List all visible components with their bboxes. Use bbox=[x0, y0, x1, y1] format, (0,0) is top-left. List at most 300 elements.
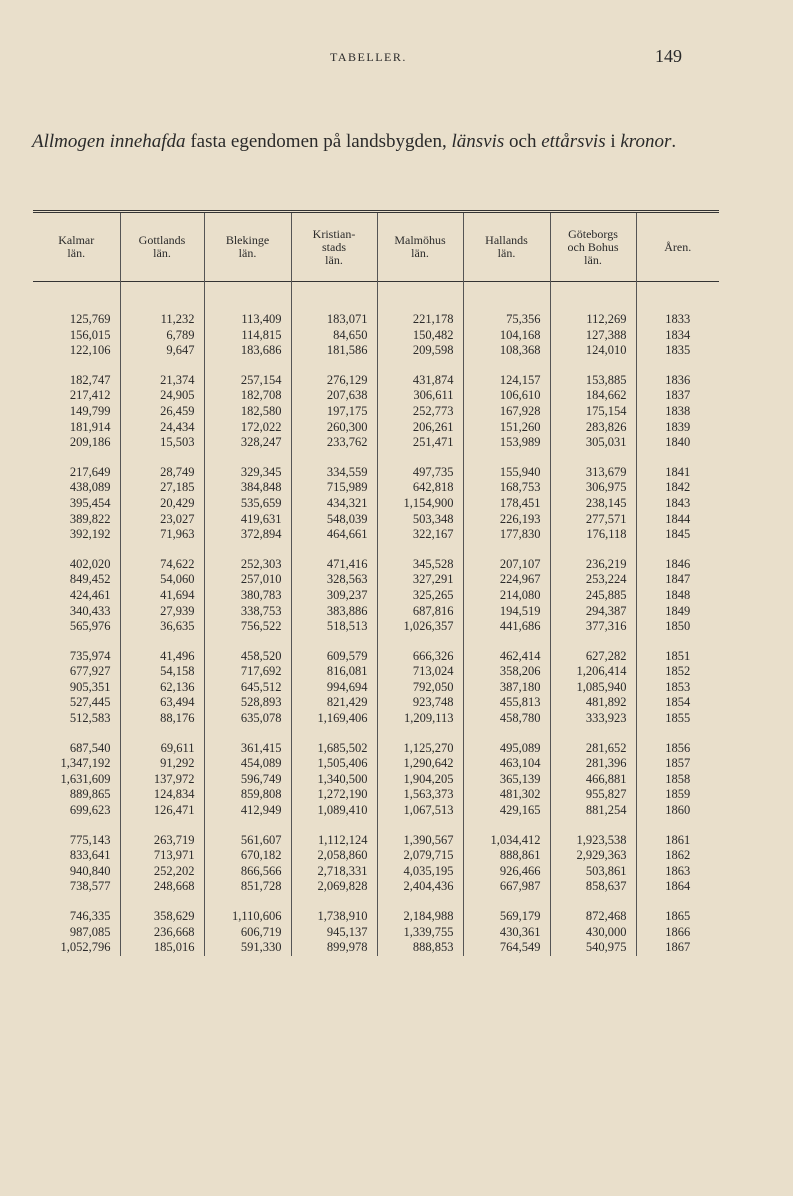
value-cell: 150,482 bbox=[377, 328, 463, 344]
value-cell: 866,566 bbox=[204, 864, 291, 880]
column-header-line: Kalmar bbox=[58, 233, 95, 247]
value-cell: 463,104 bbox=[463, 756, 550, 772]
year-cell: 1867 bbox=[665, 940, 691, 955]
table-row bbox=[33, 496, 719, 512]
value-cell: 666,326 bbox=[377, 649, 463, 665]
value-cell: 104,168 bbox=[463, 328, 550, 344]
year-cell: 1851 bbox=[665, 648, 691, 663]
value-cell: 1,169,406 bbox=[291, 711, 377, 727]
table-row bbox=[33, 404, 719, 420]
value-cell: 1,904,205 bbox=[377, 772, 463, 788]
page-number: 149 bbox=[655, 46, 682, 66]
table-row bbox=[33, 787, 719, 803]
value-cell: 69,611 bbox=[120, 741, 204, 757]
value-cell: 185,016 bbox=[120, 940, 204, 956]
value-cell: 627,282 bbox=[550, 649, 636, 665]
table-row bbox=[33, 604, 719, 620]
value-cell: 561,607 bbox=[204, 833, 291, 849]
value-cell: 54,158 bbox=[120, 664, 204, 680]
value-cell: 635,078 bbox=[204, 711, 291, 727]
value-cell: 851,728 bbox=[204, 879, 291, 895]
year-cell: 1833 bbox=[665, 312, 691, 326]
caption-text: och bbox=[504, 131, 542, 152]
value-cell: 84,650 bbox=[291, 328, 377, 344]
value-cell: 206,261 bbox=[377, 420, 463, 436]
value-cell: 181,914 bbox=[33, 420, 120, 436]
year-cell: 1852 bbox=[665, 664, 691, 679]
column-header-line: Göteborgs bbox=[568, 226, 618, 241]
column-header-halland bbox=[463, 212, 550, 282]
table-row bbox=[33, 588, 719, 604]
value-cell: 1,125,270 bbox=[377, 741, 463, 757]
value-cell: 833,641 bbox=[33, 848, 120, 864]
table-row bbox=[33, 909, 719, 925]
value-cell: 125,769 bbox=[33, 312, 120, 328]
value-cell: 735,974 bbox=[33, 649, 120, 665]
year-cell: 1862 bbox=[665, 848, 691, 863]
caption-italic-ettarsvis: ettårsvis bbox=[541, 131, 606, 152]
value-cell: 36,635 bbox=[120, 619, 204, 635]
value-cell: 888,853 bbox=[377, 940, 463, 956]
value-cell: 1,209,113 bbox=[377, 711, 463, 727]
value-cell: 276,129 bbox=[291, 373, 377, 389]
value-cell: 2,184,988 bbox=[377, 909, 463, 925]
value-cell: 1,052,796 bbox=[33, 940, 120, 956]
value-cell: 54,060 bbox=[120, 572, 204, 588]
table-row bbox=[33, 925, 719, 941]
value-cell: 24,434 bbox=[120, 420, 204, 436]
value-cell: 380,783 bbox=[204, 588, 291, 604]
value-cell: 263,719 bbox=[120, 833, 204, 849]
value-cell: 431,874 bbox=[377, 373, 463, 389]
column-header-line: Åren. bbox=[664, 239, 692, 254]
value-cell: 1,738,910 bbox=[291, 909, 377, 925]
table-body bbox=[33, 282, 719, 956]
value-cell: 15,503 bbox=[120, 435, 204, 451]
year-cell: 1856 bbox=[665, 740, 691, 755]
column-header-line: Gottlands bbox=[138, 233, 186, 247]
year-cell: 1840 bbox=[665, 435, 691, 450]
group-spacer bbox=[33, 282, 719, 313]
value-cell: 281,396 bbox=[550, 756, 636, 772]
value-cell: 1,085,940 bbox=[550, 680, 636, 696]
value-cell: 402,020 bbox=[33, 557, 120, 573]
year-cell: 1865 bbox=[665, 909, 691, 923]
caption-text: i bbox=[605, 131, 621, 152]
value-cell: 430,361 bbox=[463, 925, 550, 941]
value-cell: 687,540 bbox=[33, 741, 120, 757]
value-cell: 987,085 bbox=[33, 925, 120, 941]
value-cell: 670,182 bbox=[204, 848, 291, 864]
value-cell: 821,429 bbox=[291, 695, 377, 711]
value-cell: 361,415 bbox=[204, 741, 291, 757]
year-cell: 1843 bbox=[665, 495, 691, 510]
property-value-table bbox=[33, 210, 719, 956]
value-cell: 183,686 bbox=[204, 343, 291, 359]
table-row bbox=[33, 465, 719, 481]
column-header-blekinge bbox=[204, 212, 291, 282]
value-cell: 1,339,755 bbox=[377, 925, 463, 941]
value-cell: 63,494 bbox=[120, 695, 204, 711]
value-cell: 518,513 bbox=[291, 619, 377, 635]
value-cell: 1,154,900 bbox=[377, 496, 463, 512]
value-cell: 325,265 bbox=[377, 588, 463, 604]
value-cell: 221,178 bbox=[377, 312, 463, 328]
value-cell: 113,409 bbox=[204, 312, 291, 328]
year-cell: 1835 bbox=[665, 343, 691, 358]
value-cell: 713,024 bbox=[377, 664, 463, 680]
value-cell: 940,840 bbox=[33, 864, 120, 880]
value-cell: 377,316 bbox=[550, 619, 636, 635]
value-cell: 122,106 bbox=[33, 343, 120, 359]
value-cell: 153,885 bbox=[550, 373, 636, 389]
value-cell: 252,303 bbox=[204, 557, 291, 573]
table-row bbox=[33, 940, 719, 956]
value-cell: 153,989 bbox=[463, 435, 550, 451]
value-cell: 306,975 bbox=[550, 480, 636, 496]
column-header-goteborg-bohus bbox=[550, 212, 636, 282]
value-cell: 746,335 bbox=[33, 909, 120, 925]
value-cell: 257,010 bbox=[204, 572, 291, 588]
value-cell: 495,089 bbox=[463, 741, 550, 757]
table-row bbox=[33, 388, 719, 404]
value-cell: 88,176 bbox=[120, 711, 204, 727]
value-cell: 24,905 bbox=[120, 388, 204, 404]
value-cell: 756,522 bbox=[204, 619, 291, 635]
column-header-gottland bbox=[120, 212, 204, 282]
value-cell: 395,454 bbox=[33, 496, 120, 512]
value-cell: 1,505,406 bbox=[291, 756, 377, 772]
value-cell: 1,206,414 bbox=[550, 664, 636, 680]
table-row bbox=[33, 803, 719, 819]
value-cell: 926,466 bbox=[463, 864, 550, 880]
value-cell: 994,694 bbox=[291, 680, 377, 696]
year-cell: 1857 bbox=[665, 756, 691, 771]
value-cell: 23,027 bbox=[120, 512, 204, 528]
column-header-kalmar bbox=[33, 212, 120, 282]
value-cell: 238,145 bbox=[550, 496, 636, 512]
value-cell: 738,577 bbox=[33, 879, 120, 895]
year-cell: 1864 bbox=[665, 879, 691, 894]
value-cell: 137,972 bbox=[120, 772, 204, 788]
value-cell: 471,416 bbox=[291, 557, 377, 573]
value-cell: 309,237 bbox=[291, 588, 377, 604]
value-cell: 236,219 bbox=[550, 557, 636, 573]
table-header-row bbox=[33, 212, 719, 282]
table-row bbox=[33, 619, 719, 635]
value-cell: 642,818 bbox=[377, 480, 463, 496]
value-cell: 217,649 bbox=[33, 465, 120, 481]
column-header-line: och Bohus bbox=[567, 239, 619, 254]
value-cell: 713,971 bbox=[120, 848, 204, 864]
column-header-line: län. bbox=[153, 246, 171, 260]
value-cell: 424,461 bbox=[33, 588, 120, 604]
group-spacer bbox=[33, 543, 719, 557]
value-cell: 172,022 bbox=[204, 420, 291, 436]
value-cell: 108,368 bbox=[463, 343, 550, 359]
year-cell: 1859 bbox=[665, 787, 691, 802]
value-cell: 365,139 bbox=[463, 772, 550, 788]
column-header-line: län. bbox=[67, 246, 86, 260]
value-cell: 41,694 bbox=[120, 588, 204, 604]
value-cell: 430,000 bbox=[550, 925, 636, 941]
year-cell: 1841 bbox=[665, 464, 691, 479]
column-header-line: Hallands bbox=[485, 233, 528, 247]
value-cell: 182,580 bbox=[204, 404, 291, 420]
value-cell: 358,629 bbox=[120, 909, 204, 925]
value-cell: 419,631 bbox=[204, 512, 291, 528]
value-cell: 182,747 bbox=[33, 373, 120, 389]
table-row bbox=[33, 373, 719, 389]
value-cell: 283,826 bbox=[550, 420, 636, 436]
value-cell: 383,886 bbox=[291, 604, 377, 620]
value-cell: 816,081 bbox=[291, 664, 377, 680]
value-cell: 899,978 bbox=[291, 940, 377, 956]
value-cell: 62,136 bbox=[120, 680, 204, 696]
value-cell: 181,586 bbox=[291, 343, 377, 359]
value-cell: 441,686 bbox=[463, 619, 550, 635]
value-cell: 114,815 bbox=[204, 328, 291, 344]
value-cell: 305,031 bbox=[550, 435, 636, 451]
value-cell: 194,519 bbox=[463, 604, 550, 620]
group-spacer bbox=[33, 451, 719, 465]
value-cell: 11,232 bbox=[120, 312, 204, 328]
value-cell: 224,967 bbox=[463, 572, 550, 588]
year-cell: 1837 bbox=[665, 388, 691, 403]
table-row bbox=[33, 649, 719, 665]
value-cell: 358,206 bbox=[463, 664, 550, 680]
value-cell: 775,143 bbox=[33, 833, 120, 849]
value-cell: 124,834 bbox=[120, 787, 204, 803]
group-spacer bbox=[33, 359, 719, 373]
value-cell: 27,185 bbox=[120, 480, 204, 496]
value-cell: 1,340,500 bbox=[291, 772, 377, 788]
caption-italic-subject: Allmogen innehafda bbox=[32, 131, 186, 152]
value-cell: 1,923,538 bbox=[550, 833, 636, 849]
table-row bbox=[33, 664, 719, 680]
value-cell: 859,808 bbox=[204, 787, 291, 803]
value-cell: 565,976 bbox=[33, 619, 120, 635]
year-cell: 1860 bbox=[665, 803, 691, 818]
group-spacer bbox=[33, 895, 719, 909]
value-cell: 462,414 bbox=[463, 649, 550, 665]
value-cell: 429,165 bbox=[463, 803, 550, 819]
running-title: TABELLER. bbox=[330, 50, 407, 64]
year-cell: 1853 bbox=[665, 679, 691, 694]
value-cell: 182,708 bbox=[204, 388, 291, 404]
value-cell: 849,452 bbox=[33, 572, 120, 588]
column-header-kristianstad bbox=[291, 212, 377, 282]
year-cell: 1846 bbox=[665, 556, 691, 571]
value-cell: 28,749 bbox=[120, 465, 204, 481]
column-header-line: län. bbox=[411, 246, 429, 260]
value-cell: 528,893 bbox=[204, 695, 291, 711]
value-cell: 481,302 bbox=[463, 787, 550, 803]
year-cell: 1863 bbox=[665, 863, 691, 878]
value-cell: 156,015 bbox=[33, 328, 120, 344]
table-row bbox=[33, 879, 719, 895]
year-cell: 1858 bbox=[665, 771, 691, 786]
value-cell: 392,192 bbox=[33, 527, 120, 543]
value-cell: 881,254 bbox=[550, 803, 636, 819]
value-cell: 327,291 bbox=[377, 572, 463, 588]
value-cell: 328,247 bbox=[204, 435, 291, 451]
year-cell: 1848 bbox=[665, 587, 691, 602]
table-row bbox=[33, 833, 719, 849]
value-cell: 2,079,715 bbox=[377, 848, 463, 864]
value-cell: 458,520 bbox=[204, 649, 291, 665]
value-cell: 4,035,195 bbox=[377, 864, 463, 880]
year-cell: 1866 bbox=[665, 924, 691, 939]
table-row bbox=[33, 756, 719, 772]
value-cell: 764,549 bbox=[463, 940, 550, 956]
value-cell: 955,827 bbox=[550, 787, 636, 803]
year-cell: 1850 bbox=[665, 619, 691, 634]
value-cell: 945,137 bbox=[291, 925, 377, 941]
value-cell: 27,939 bbox=[120, 604, 204, 620]
table-row bbox=[33, 772, 719, 788]
value-cell: 252,773 bbox=[377, 404, 463, 420]
year-cell: 1847 bbox=[665, 572, 691, 587]
value-cell: 458,780 bbox=[463, 711, 550, 727]
value-cell: 214,080 bbox=[463, 588, 550, 604]
value-cell: 389,822 bbox=[33, 512, 120, 528]
group-spacer bbox=[33, 819, 719, 833]
value-cell: 127,388 bbox=[550, 328, 636, 344]
value-cell: 2,404,436 bbox=[377, 879, 463, 895]
value-cell: 176,118 bbox=[550, 527, 636, 543]
value-cell: 322,167 bbox=[377, 527, 463, 543]
value-cell: 387,180 bbox=[463, 680, 550, 696]
year-cell: 1839 bbox=[665, 419, 691, 434]
value-cell: 91,292 bbox=[120, 756, 204, 772]
value-cell: 645,512 bbox=[204, 680, 291, 696]
column-header-line: Malmöhus bbox=[394, 233, 446, 247]
value-cell: 1,112,124 bbox=[291, 833, 377, 849]
value-cell: 503,861 bbox=[550, 864, 636, 880]
value-cell: 888,861 bbox=[463, 848, 550, 864]
value-cell: 209,186 bbox=[33, 435, 120, 451]
table-row bbox=[33, 680, 719, 696]
value-cell: 26,459 bbox=[120, 404, 204, 420]
table-row bbox=[33, 480, 719, 496]
value-cell: 149,799 bbox=[33, 404, 120, 420]
year-cell: 1845 bbox=[665, 527, 691, 542]
caption-text: fasta egendomen på landsbygden, bbox=[185, 131, 452, 152]
caption-text: . bbox=[671, 131, 677, 152]
table-row bbox=[33, 711, 719, 727]
value-cell: 248,668 bbox=[120, 879, 204, 895]
value-cell: 21,374 bbox=[120, 373, 204, 389]
value-cell: 175,154 bbox=[550, 404, 636, 420]
year-cell: 1855 bbox=[665, 711, 691, 726]
table-row bbox=[33, 864, 719, 880]
running-head bbox=[0, 48, 793, 68]
value-cell: 124,157 bbox=[463, 373, 550, 389]
value-cell: 889,865 bbox=[33, 787, 120, 803]
value-cell: 872,468 bbox=[550, 909, 636, 925]
value-cell: 596,749 bbox=[204, 772, 291, 788]
column-header-line: Kristian- bbox=[312, 226, 356, 241]
value-cell: 217,412 bbox=[33, 388, 120, 404]
value-cell: 126,471 bbox=[120, 803, 204, 819]
value-cell: 1,026,357 bbox=[377, 619, 463, 635]
column-header-line: län. bbox=[584, 252, 602, 267]
table-row bbox=[33, 741, 719, 757]
value-cell: 209,598 bbox=[377, 343, 463, 359]
value-cell: 548,039 bbox=[291, 512, 377, 528]
value-cell: 2,929,363 bbox=[550, 848, 636, 864]
value-cell: 455,813 bbox=[463, 695, 550, 711]
value-cell: 9,647 bbox=[120, 343, 204, 359]
column-header-line: län. bbox=[238, 246, 257, 260]
table-row bbox=[33, 527, 719, 543]
value-cell: 197,175 bbox=[291, 404, 377, 420]
value-cell: 178,451 bbox=[463, 496, 550, 512]
year-cell: 1834 bbox=[665, 327, 691, 342]
value-cell: 569,179 bbox=[463, 909, 550, 925]
table-row bbox=[33, 557, 719, 573]
value-cell: 699,623 bbox=[33, 803, 120, 819]
table-row bbox=[33, 328, 719, 344]
value-cell: 923,748 bbox=[377, 695, 463, 711]
value-cell: 527,445 bbox=[33, 695, 120, 711]
value-cell: 177,830 bbox=[463, 527, 550, 543]
value-cell: 606,719 bbox=[204, 925, 291, 941]
table-row bbox=[33, 572, 719, 588]
value-cell: 257,154 bbox=[204, 373, 291, 389]
value-cell: 306,611 bbox=[377, 388, 463, 404]
value-cell: 168,753 bbox=[463, 480, 550, 496]
value-cell: 535,659 bbox=[204, 496, 291, 512]
value-cell: 226,193 bbox=[463, 512, 550, 528]
value-cell: 481,892 bbox=[550, 695, 636, 711]
value-cell: 2,718,331 bbox=[291, 864, 377, 880]
value-cell: 106,610 bbox=[463, 388, 550, 404]
table-caption bbox=[32, 128, 732, 155]
value-cell: 260,300 bbox=[291, 420, 377, 436]
value-cell: 41,496 bbox=[120, 649, 204, 665]
value-cell: 345,528 bbox=[377, 557, 463, 573]
table-row bbox=[33, 343, 719, 359]
value-cell: 1,631,609 bbox=[33, 772, 120, 788]
value-cell: 1,563,373 bbox=[377, 787, 463, 803]
value-cell: 233,762 bbox=[291, 435, 377, 451]
value-cell: 124,010 bbox=[550, 343, 636, 359]
value-cell: 503,348 bbox=[377, 512, 463, 528]
value-cell: 333,923 bbox=[550, 711, 636, 727]
value-cell: 329,345 bbox=[204, 465, 291, 481]
value-cell: 184,662 bbox=[550, 388, 636, 404]
value-cell: 497,735 bbox=[377, 465, 463, 481]
column-header-line: län. bbox=[497, 246, 516, 260]
caption-italic-kronor: kronor bbox=[620, 131, 672, 152]
value-cell: 277,571 bbox=[550, 512, 636, 528]
value-cell: 717,692 bbox=[204, 664, 291, 680]
year-cell: 1854 bbox=[665, 695, 691, 710]
value-cell: 1,685,502 bbox=[291, 741, 377, 757]
value-cell: 253,224 bbox=[550, 572, 636, 588]
value-cell: 905,351 bbox=[33, 680, 120, 696]
value-cell: 540,975 bbox=[550, 940, 636, 956]
value-cell: 183,071 bbox=[291, 312, 377, 328]
value-cell: 715,989 bbox=[291, 480, 377, 496]
value-cell: 454,089 bbox=[204, 756, 291, 772]
value-cell: 434,321 bbox=[291, 496, 377, 512]
value-cell: 1,034,412 bbox=[463, 833, 550, 849]
table-row bbox=[33, 420, 719, 436]
value-cell: 591,330 bbox=[204, 940, 291, 956]
